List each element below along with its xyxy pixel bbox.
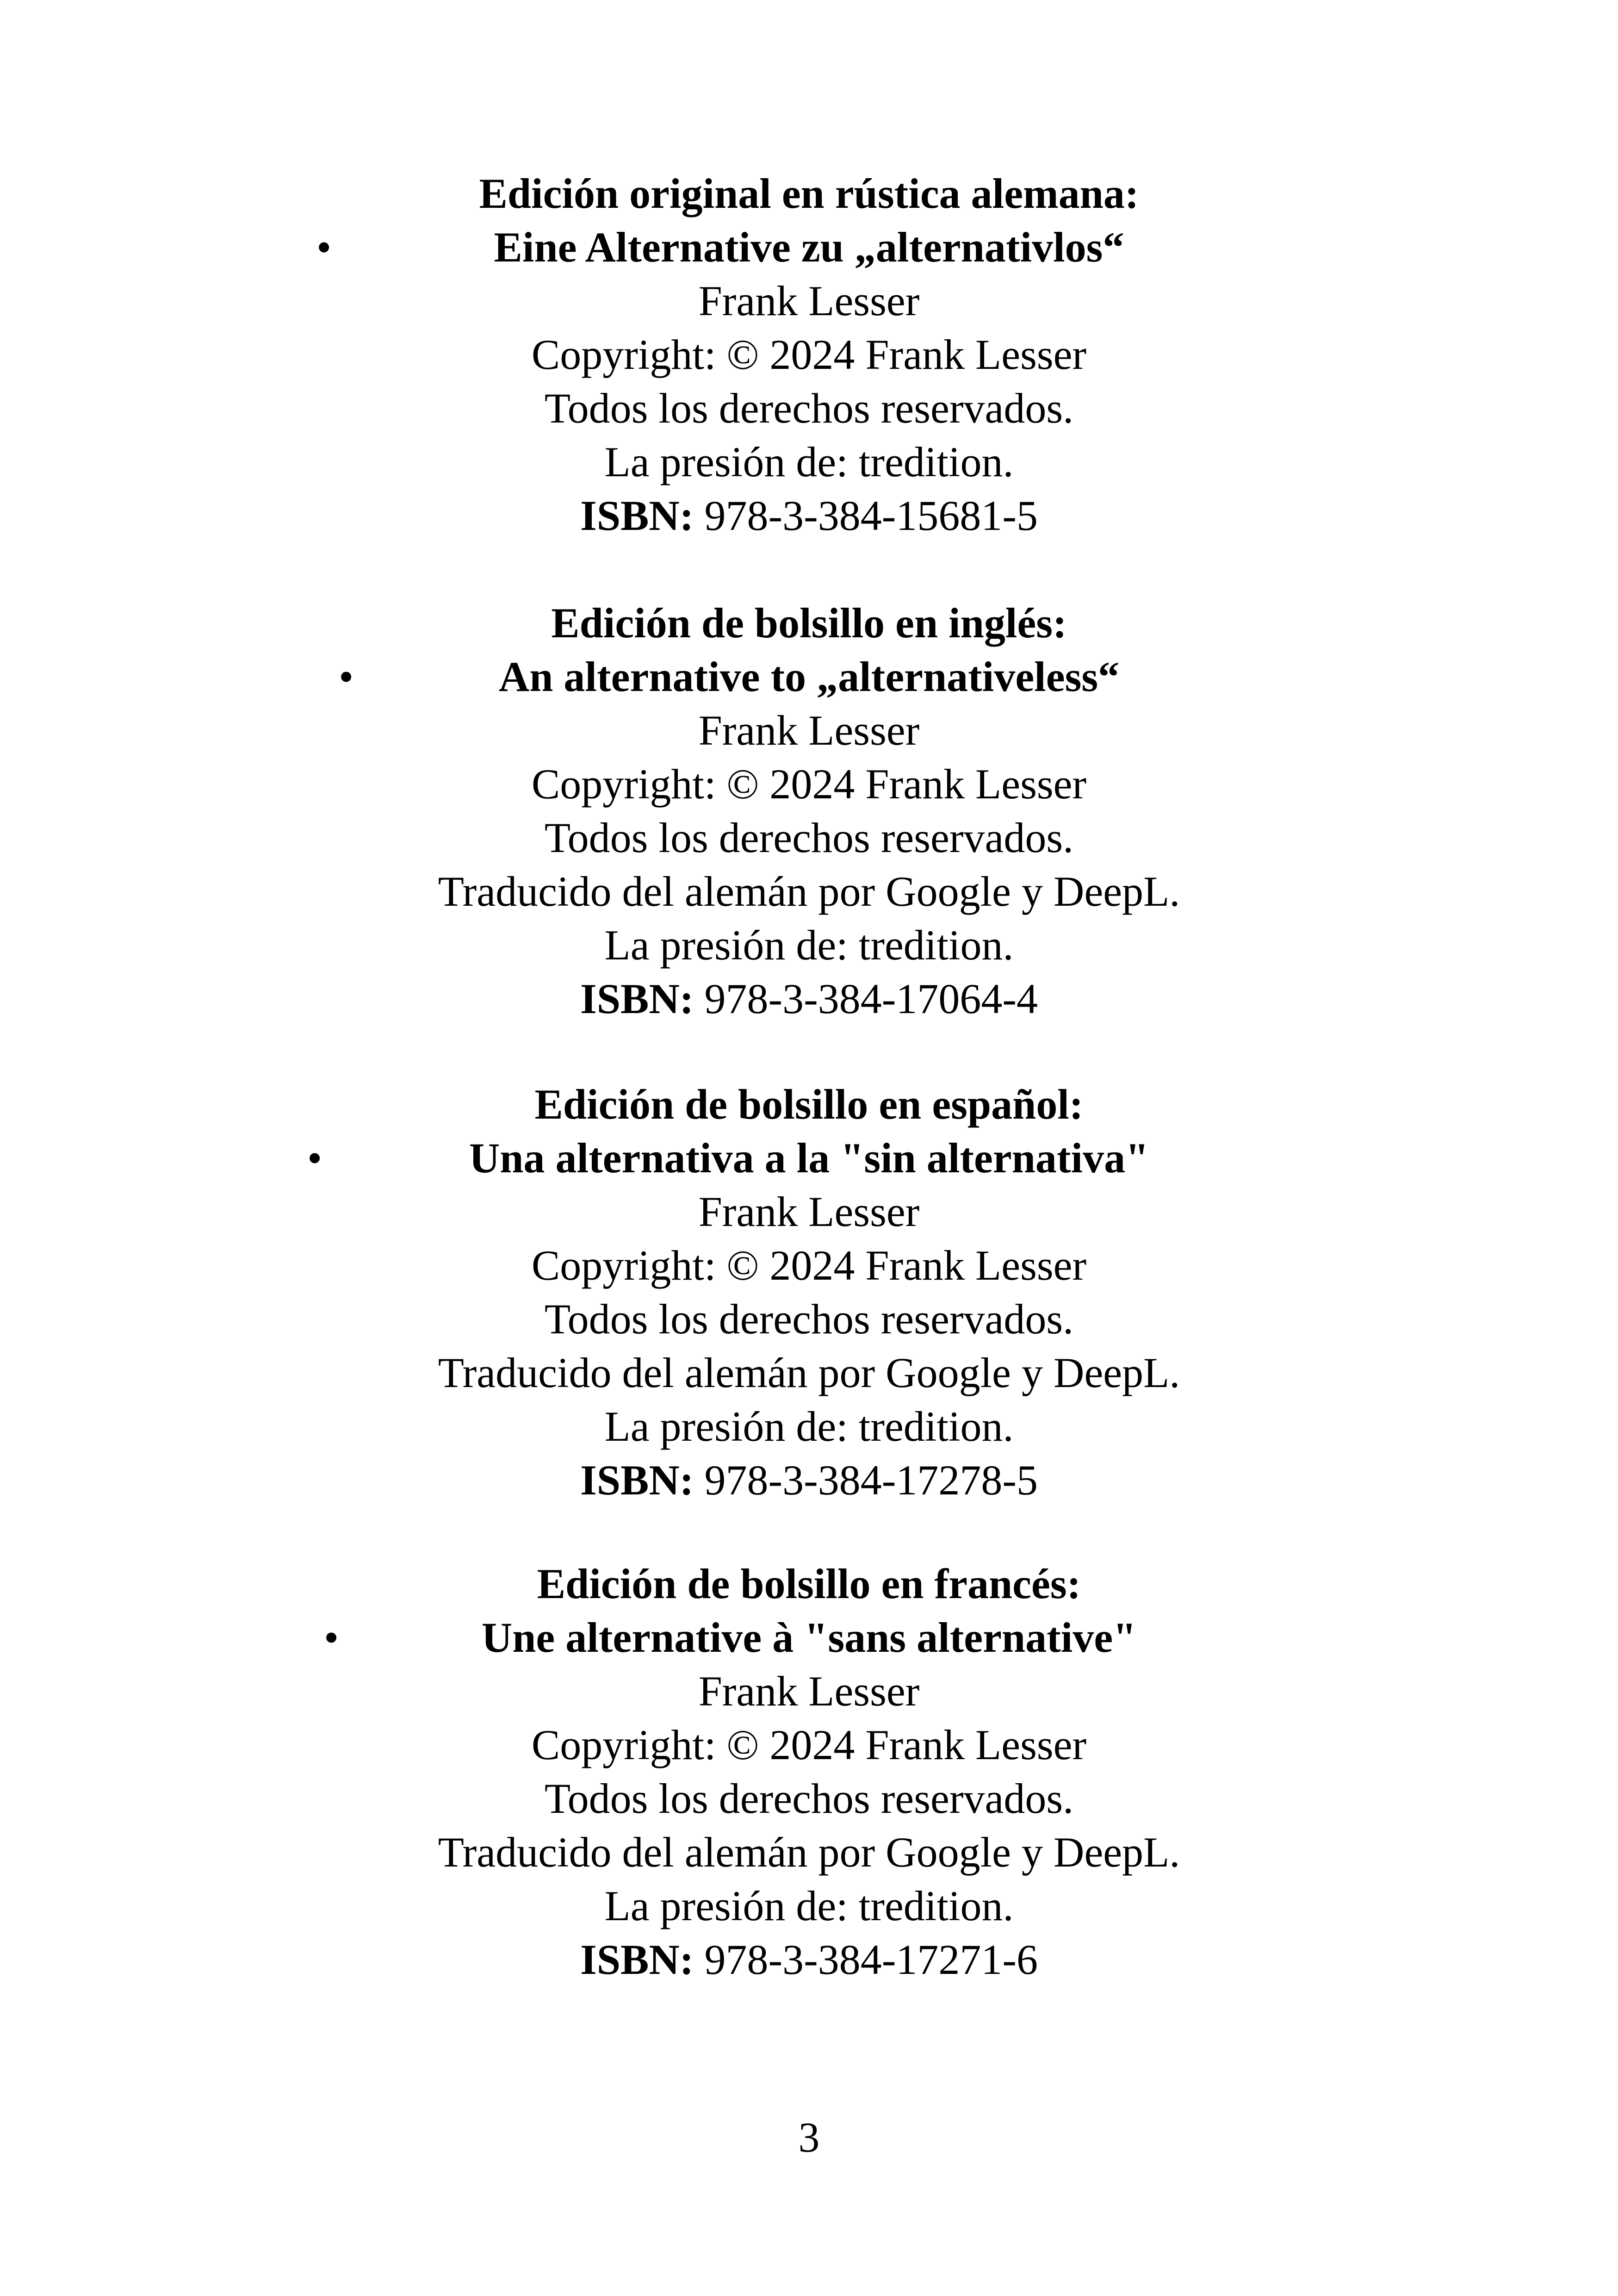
isbn-value: 978-3-384-15681-5	[694, 492, 1038, 539]
publisher-line: La presión de: tredition.	[604, 438, 1014, 485]
author-line: Frank Lesser	[698, 1188, 920, 1235]
publisher-line: La presión de: tredition.	[604, 1882, 1014, 1929]
author-line: Frank Lesser	[698, 277, 920, 324]
edition-heading: Edición de bolsillo en español:	[534, 1081, 1084, 1128]
rights-line: Todos los derechos reservados.	[544, 1295, 1074, 1343]
rights-line: Todos los derechos reservados.	[544, 385, 1074, 432]
isbn-line	[0, 489, 1618, 542]
edition-title: An alternative to „alternativeless“	[498, 653, 1120, 700]
isbn-value: 978-3-384-17064-4	[694, 975, 1038, 1022]
isbn-label: ISBN:	[580, 975, 694, 1022]
edition-heading: Edición original en rústica alemana:	[479, 170, 1139, 217]
edition-title: Eine Alternative zu „alternativlos“	[494, 224, 1124, 271]
edition-heading: Edición de bolsillo en inglés:	[551, 599, 1067, 647]
page-number: 3	[798, 2114, 820, 2161]
edition-heading: Edición de bolsillo en francés:	[537, 1560, 1081, 1607]
copyright-line: Copyright: © 2024 Frank Lesser	[531, 760, 1087, 808]
isbn-label: ISBN:	[580, 1936, 694, 1983]
isbn-label: ISBN:	[580, 492, 694, 539]
isbn-label: ISBN:	[580, 1456, 694, 1504]
copyright-line: Copyright: © 2024 Frank Lesser	[531, 1242, 1087, 1289]
publisher-line: La presión de: tredition.	[604, 1403, 1014, 1450]
bullet-icon: •	[316, 224, 332, 271]
edition-title: Une alternative à "sans alternative"	[481, 1614, 1137, 1661]
author-line: Frank Lesser	[698, 707, 920, 754]
publisher-line: La presión de: tredition.	[604, 921, 1014, 969]
edition-title: Una alternativa a la "sin alternativa"	[469, 1134, 1149, 1182]
isbn-value: 978-3-384-17278-5	[694, 1456, 1038, 1504]
isbn-value: 978-3-384-17271-6	[694, 1936, 1038, 1983]
bullet-icon: •	[324, 1614, 339, 1661]
translation-line: Traducido del alemán por Google y DeepL.	[438, 868, 1180, 915]
rights-line: Todos los derechos reservados.	[544, 1775, 1074, 1822]
isbn-line	[0, 972, 1618, 1026]
isbn-line	[0, 1453, 1618, 1507]
bullet-icon: •	[339, 653, 354, 700]
copyright-line: Copyright: © 2024 Frank Lesser	[531, 331, 1087, 378]
bullet-icon: •	[307, 1134, 322, 1182]
translation-line: Traducido del alemán por Google y DeepL.	[438, 1349, 1180, 1396]
translation-line: Traducido del alemán por Google y DeepL.	[438, 1829, 1180, 1876]
author-line: Frank Lesser	[698, 1668, 920, 1715]
copyright-line: Copyright: © 2024 Frank Lesser	[531, 1721, 1087, 1768]
isbn-line	[0, 1933, 1618, 1986]
rights-line: Todos los derechos reservados.	[544, 814, 1074, 861]
